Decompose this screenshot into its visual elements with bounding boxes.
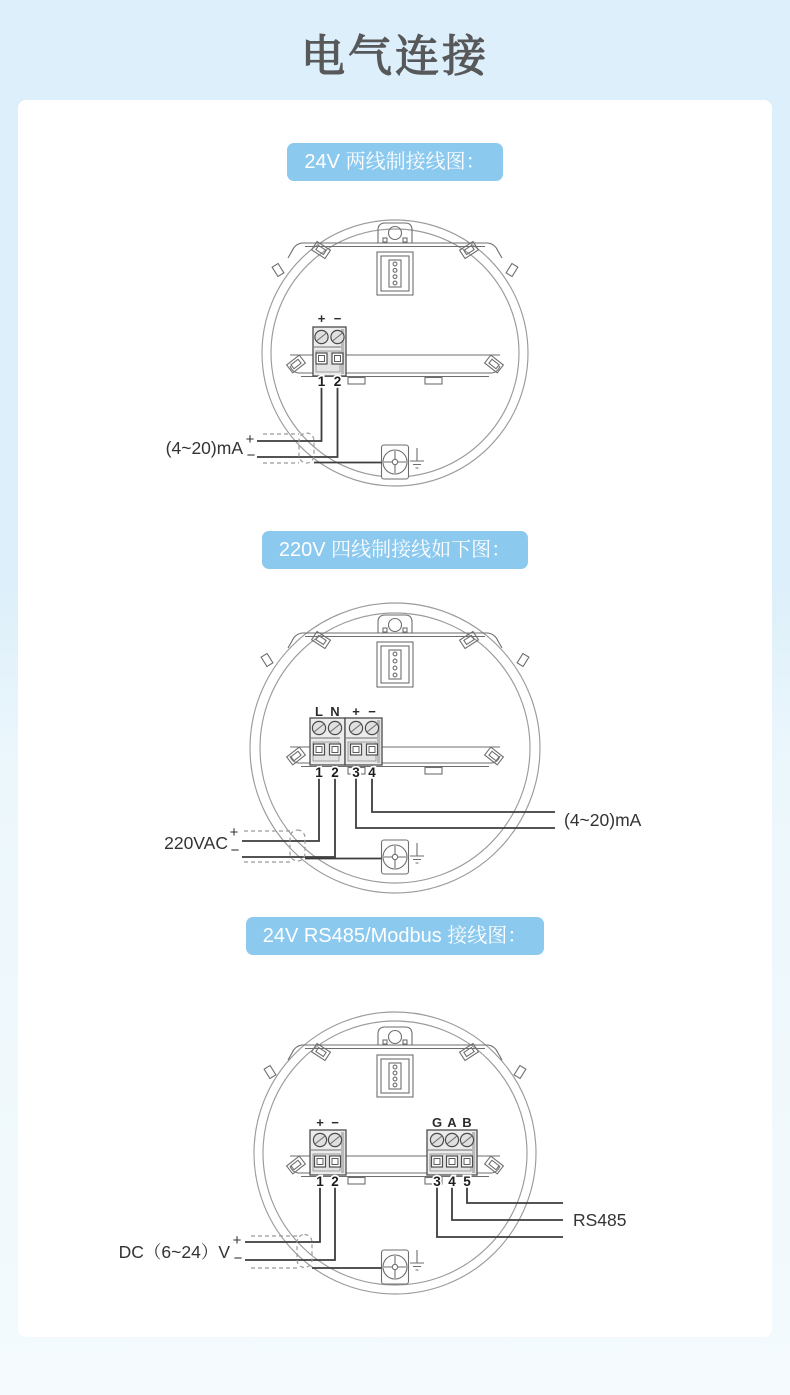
terminal-label: G [431,1115,443,1130]
polarity-plus: + [232,1232,242,1249]
wire-terminal-1 [242,747,319,841]
section-badge-24v-two-wire: 24V 两线制接线图： [287,143,502,181]
wire-terminal-1 [245,1160,320,1242]
terminal-label: N [330,704,340,719]
terminal-number: 1 [317,374,326,389]
terminal-label: L [315,704,323,719]
terminal-number: 1 [316,1174,324,1189]
housing-drawing [250,603,540,893]
terminal-label: − [331,1115,339,1130]
page-title: 电气连接 [301,32,489,81]
section-badge-220v-four-wire: 220V 四线制接线如下图： [262,531,528,569]
terminal-block-power [310,718,345,765]
cable-label-right: RS485 [573,1210,627,1230]
section-1 [18,143,772,181]
polarity-minus: − [230,842,240,859]
terminal-label: B [462,1115,472,1130]
polarity-plus: + [245,431,255,448]
terminal-number: 3 [433,1174,441,1189]
cable-gland [297,1235,312,1268]
cable-label-left: 220VAC [164,833,228,853]
section-2 [18,531,772,569]
terminal-block-rs485 [427,1130,477,1175]
cable-label-left: (4~20)mA [165,438,243,458]
cable-label-right: (4~20)mA [564,810,642,830]
wiring-diagram-24v-two-wire [18,185,772,515]
terminal-number: 4 [448,1174,456,1189]
wire-terminal-3 [356,747,555,828]
terminal-number: 1 [315,765,323,780]
wire-terminal-5 [467,1160,563,1203]
terminal-number: 2 [331,1174,339,1189]
terminal-number: 4 [368,765,376,780]
terminal-label: − [368,704,376,719]
polarity-minus: − [233,1250,243,1267]
wire-terminal-4 [372,747,555,812]
terminal-number: 3 [352,765,360,780]
terminal-block [313,327,346,376]
terminal-label: A [447,1115,457,1130]
terminal-label: + [317,311,326,326]
terminal-label: + [316,1115,324,1130]
content-card [18,100,772,1337]
terminal-number: 5 [463,1174,471,1189]
polarity-minus: − [246,447,256,464]
polarity-plus: + [229,824,239,841]
terminal-label: + [352,704,360,719]
wiring-diagram-220v-four-wire [18,585,772,915]
terminal-number: 2 [331,765,339,780]
wiring-diagram-24v-rs485-modbus [18,980,772,1310]
cable-label-left: DC（6~24）V [118,1242,230,1262]
housing-drawing [254,1012,536,1294]
terminal-number: 2 [333,374,342,389]
housing-drawing [262,220,528,486]
section-3 [18,917,772,955]
terminal-block-power [310,1130,346,1175]
section-badge-24v-rs485: 24V RS485/Modbus 接线图： [246,917,545,955]
terminal-label: − [333,311,342,326]
terminal-block-signal [345,718,382,765]
